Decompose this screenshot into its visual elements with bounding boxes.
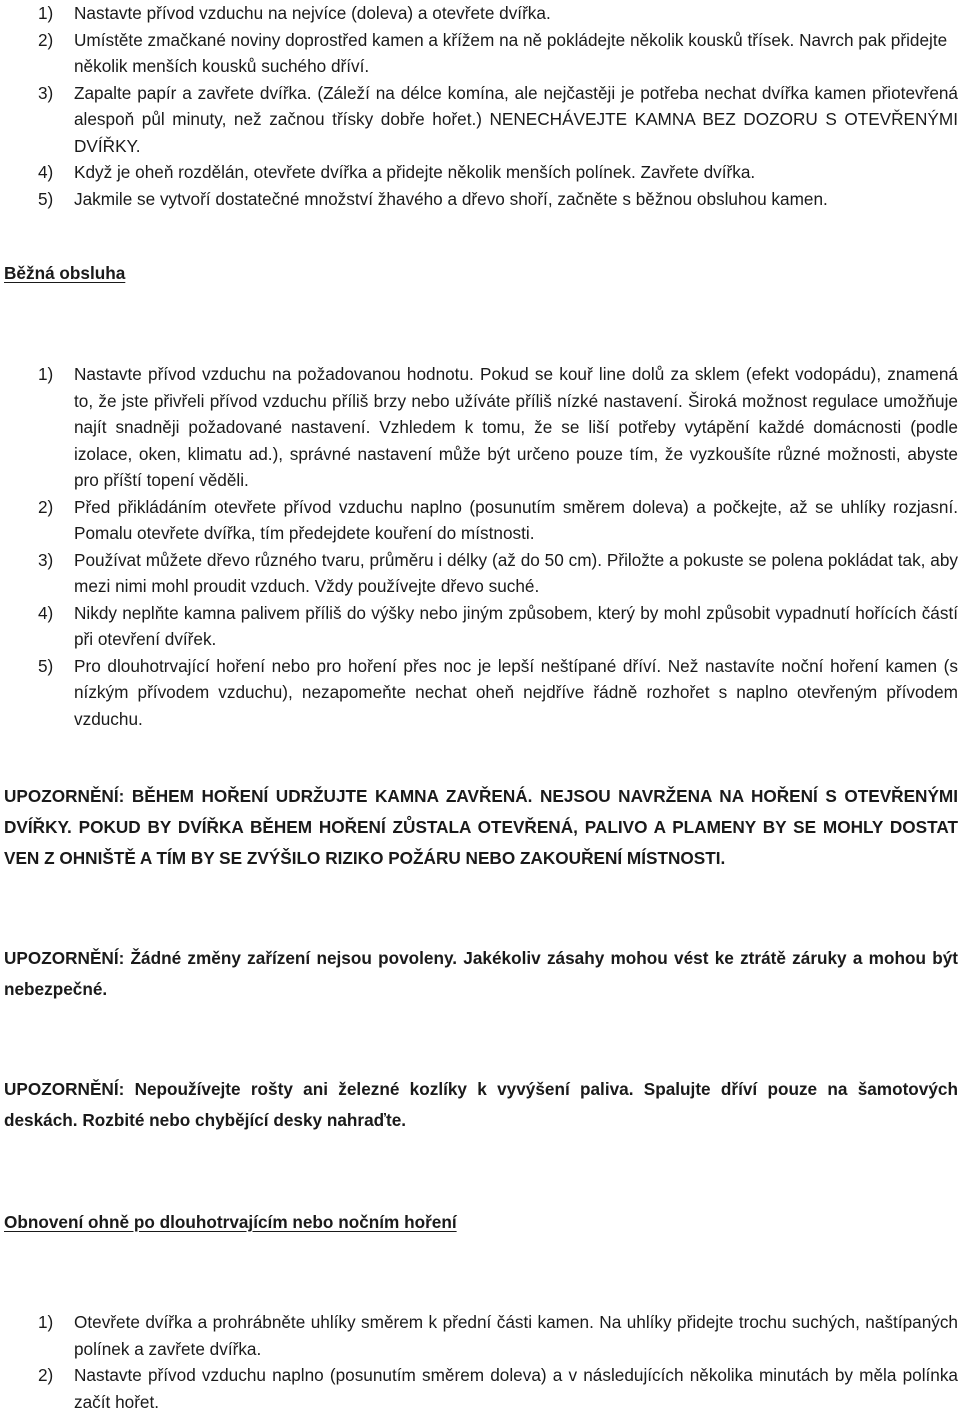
list-item	[0, 547, 958, 600]
warning-no-grates	[4, 1074, 958, 1136]
step-number: 5)	[38, 188, 54, 209]
step-number: 2)	[38, 496, 54, 517]
section-heading-regular-operation: Běžná obsluha	[4, 263, 126, 283]
regular-operation-steps-list	[0, 361, 958, 732]
step-number: 4)	[38, 602, 54, 623]
warning-no-modifications	[4, 943, 958, 1005]
step-text: Když je oheň rozdělán, otevřete dvířka a přidejte několik menších polínek. Zavřete dvířka.	[74, 162, 756, 182]
step-number: 1)	[38, 364, 54, 384]
step-text: Pro dlouhotrvající hoření nebo pro hoření přes noc je lepší neštípané dříví. Než nastavíte noční hoření kamen (s nízkým přívodem vzduchu), nezapomeňte nechat oheň nejdříve řádně rozhořet s naplno otevřeným přívodem vzduchu.	[74, 655, 958, 729]
step-text: Nastavte přívod vzduchu na požadovanou hodnotu. Pokud se kouř line dolů za sklem (efekt vodopádu), znamená to, že jste přivřeli přívod vzduchu příliš brzy nebo užíváte příliš nízké nastavení. Široká možnost regulace umožňuje najít snadněji požadované nastavení. Vzhledem k tomu, že se liší potřeby vytápění každé domácnosti (podle izolace, oken, klimatu ad.), správné nastavení může být určeno pouze tím, že vyzkoušíte různé možnosti, abyste pro příští topení věděli.	[74, 364, 958, 490]
step-text: Umístěte zmačkané noviny doprostřed kamen a křížem na ně pokládejte několik kousků třísek. Navrch pak přidejte několik menších kousků suchého dříví.	[74, 29, 948, 76]
step-number: 2)	[38, 1365, 54, 1385]
step-number: 3)	[38, 82, 54, 103]
step-text: Používat můžete dřevo různého tvaru, průměru i délky (až do 50 cm). Přiložte a pokuste se polena pokládat tak, aby mezi nimi mohl proudit vzduch. Vždy používejte dřevo suché.	[74, 549, 958, 596]
step-number: 1)	[38, 3, 54, 23]
step-text: Nikdy neplňte kamna palivem příliš do výšky nebo jiným způsobem, který by mohl způsobit vypadnutí hořících částí při otevření dvířek.	[74, 602, 958, 649]
list-item	[0, 0, 958, 27]
warning-text: Žádné změny zařízení nejsou povoleny. Jakékoliv zásahy mohou vést ke ztrátě záruky a mohou být nebezpečné.	[4, 948, 958, 999]
intro-steps-list	[0, 0, 958, 212]
step-text: Jakmile se vytvoří dostatečné množství žhavého a dřevo shoří, začněte s běžnou obsluhou kamen.	[74, 188, 828, 209]
warning-label: UPOZORNĚNÍ:	[4, 948, 125, 968]
warning-label: UPOZORNĚNÍ:	[4, 786, 125, 806]
warning-text: BĚHEM HOŘENÍ UDRŽUJTE KAMNA ZAVŘENÁ. NEJSOU NAVRŽENA NA HOŘENÍ S OTEVŘENÝMI DVÍŘKY. POKUD BY DVÍŘKA BĚHEM HOŘENÍ ZŮSTALA OTEVŘENÁ, PALIVO A PLAMENY BY SE MOHLY DOSTAT VEN Z OHNIŠTĚ A TÍM BY SE ZVÝŠILO RIZIKO POŽÁRU NEBO ZAKOUŘENÍ MÍSTNOSTI.	[4, 786, 958, 868]
warning-doors-closed	[4, 781, 958, 874]
step-text: Zapalte papír a zavřete dvířka. (Záleží na délce komína, ale nejčastěji je potřeba nechat dvířka kamen přiotevřená alespoň půl minuty, než začnou třísky dobře hořet.) NENECHÁVEJTE KAMNA BEZ DOZORU S OTEVŘENÝMI DVÍŘKY.	[74, 82, 958, 156]
restart-fire-steps-list	[0, 1309, 958, 1415]
step-number: 1)	[38, 1312, 54, 1332]
list-item	[0, 186, 958, 213]
warning-label: UPOZORNĚNÍ:	[4, 1079, 125, 1099]
list-item	[0, 80, 958, 160]
step-number: 3)	[38, 549, 54, 570]
list-item	[0, 600, 958, 653]
list-item	[0, 653, 958, 733]
list-item	[0, 1362, 958, 1415]
list-item	[0, 494, 958, 547]
list-item	[0, 27, 958, 80]
step-number: 4)	[38, 162, 54, 182]
list-item	[0, 361, 958, 494]
warning-text: Nepoužívejte rošty ani železné kozlíky k vyvýšení paliva. Spalujte dříví pouze na šamotových deskách. Rozbité nebo chybějící desky nahraďte.	[4, 1079, 958, 1130]
list-item	[0, 159, 958, 186]
section-heading-restart-fire: Obnovení ohně po dlouhotrvajícím nebo nočním hoření	[4, 1212, 457, 1232]
list-item	[0, 1309, 958, 1362]
step-text: Před přikládáním otevřete přívod vzduchu naplno (posunutím směrem doleva) a počkejte, až se uhlíky rozjasní. Pomalu otevřete dvířka, tím předejdete kouření do místnosti.	[74, 496, 958, 543]
step-number: 5)	[38, 655, 54, 676]
step-text: Otevřete dvířka a prohrábněte uhlíky směrem k přední části kamen. Na uhlíky přidejte trochu suchých, naštípaných polínek a zavřete dvířka.	[74, 1312, 958, 1359]
step-number: 2)	[38, 29, 54, 50]
step-text: Nastavte přívod vzduchu naplno (posunutím směrem doleva) a v následujících několika minutách by měla polínka začít hořet.	[74, 1365, 958, 1412]
step-text: Nastavte přívod vzduchu na nejvíce (doleva) a otevřete dvířka.	[74, 3, 551, 23]
